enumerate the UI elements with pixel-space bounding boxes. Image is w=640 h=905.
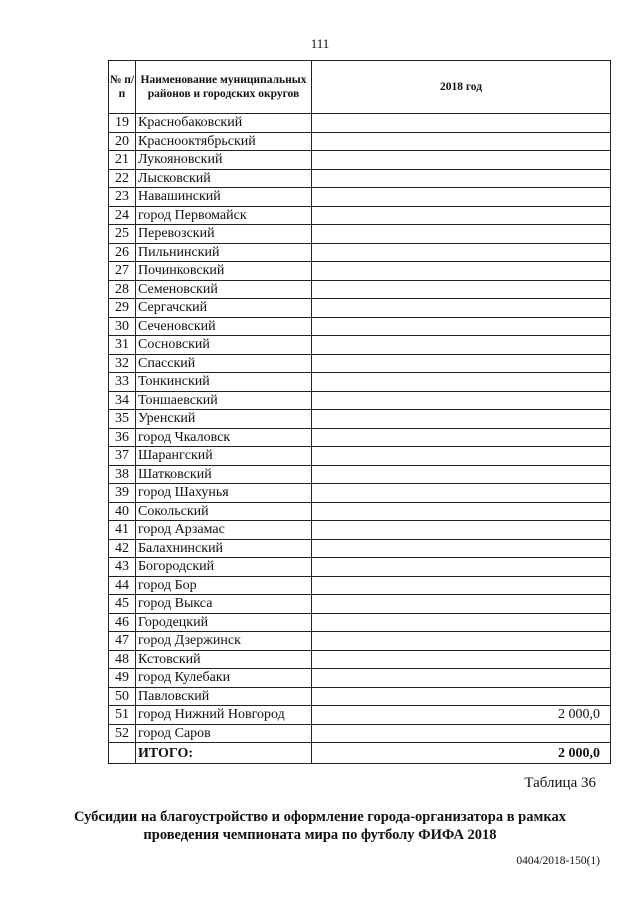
row-number: 24 xyxy=(109,206,136,225)
row-name: Шатковский xyxy=(136,465,312,484)
table-row xyxy=(109,373,611,392)
row-value xyxy=(312,317,611,336)
header-name: Наименование муниципальных районов и городских округов xyxy=(136,61,312,114)
row-number: 19 xyxy=(109,114,136,133)
row-number: 46 xyxy=(109,613,136,632)
row-name: город Первомайск xyxy=(136,206,312,225)
table-row xyxy=(109,447,611,466)
row-name: Павловский xyxy=(136,687,312,706)
row-name: Балахнинский xyxy=(136,539,312,558)
row-name: город Шахунья xyxy=(136,484,312,503)
row-name: Сокольский xyxy=(136,502,312,521)
row-number: 26 xyxy=(109,243,136,262)
row-value xyxy=(312,188,611,207)
table-row xyxy=(109,169,611,188)
row-name: Краснобаковский xyxy=(136,114,312,133)
table-row xyxy=(109,632,611,651)
table-row xyxy=(109,724,611,743)
row-number: 37 xyxy=(109,447,136,466)
row-name: Шарангский xyxy=(136,447,312,466)
total-num-cell xyxy=(109,743,136,764)
subsidy-table xyxy=(108,60,611,764)
row-name: Навашинский xyxy=(136,188,312,207)
table-row xyxy=(109,114,611,133)
row-name: Сергачский xyxy=(136,299,312,318)
row-value xyxy=(312,521,611,540)
row-number: 35 xyxy=(109,410,136,429)
row-number: 50 xyxy=(109,687,136,706)
row-number: 27 xyxy=(109,262,136,281)
row-name: Кстовский xyxy=(136,650,312,669)
table-row xyxy=(109,595,611,614)
header-year: 2018 год xyxy=(312,61,611,114)
header-num: № п/п xyxy=(109,61,136,114)
table-row xyxy=(109,354,611,373)
row-value xyxy=(312,299,611,318)
row-name: Сеченовский xyxy=(136,317,312,336)
row-name: город Арзамас xyxy=(136,521,312,540)
row-number: 51 xyxy=(109,706,136,725)
row-value xyxy=(312,280,611,299)
row-number: 23 xyxy=(109,188,136,207)
row-value xyxy=(312,391,611,410)
row-value xyxy=(312,132,611,151)
row-value xyxy=(312,410,611,429)
row-number: 29 xyxy=(109,299,136,318)
row-value xyxy=(312,225,611,244)
row-value: 2 000,0 xyxy=(312,706,611,725)
row-name: Уренский xyxy=(136,410,312,429)
total-label: ИТОГО: xyxy=(136,743,312,764)
row-value xyxy=(312,114,611,133)
row-value xyxy=(312,558,611,577)
row-name: Перевозский xyxy=(136,225,312,244)
row-name: город Кулебаки xyxy=(136,669,312,688)
row-number: 21 xyxy=(109,151,136,170)
row-value xyxy=(312,336,611,355)
row-value xyxy=(312,447,611,466)
table-row xyxy=(109,317,611,336)
table-row xyxy=(109,225,611,244)
row-name: город Нижний Новгород xyxy=(136,706,312,725)
row-number: 47 xyxy=(109,632,136,651)
table-row xyxy=(109,558,611,577)
document-code: 0404/2018-150(1) xyxy=(516,855,600,867)
row-value xyxy=(312,632,611,651)
table-row xyxy=(109,428,611,447)
row-number: 25 xyxy=(109,225,136,244)
table-row xyxy=(109,576,611,595)
row-name: Починковский xyxy=(136,262,312,281)
table-row xyxy=(109,243,611,262)
row-number: 36 xyxy=(109,428,136,447)
row-value xyxy=(312,687,611,706)
row-name: город Выкса xyxy=(136,595,312,614)
row-number: 28 xyxy=(109,280,136,299)
table-row xyxy=(109,410,611,429)
row-number: 48 xyxy=(109,650,136,669)
row-value xyxy=(312,151,611,170)
row-number: 39 xyxy=(109,484,136,503)
row-number: 40 xyxy=(109,502,136,521)
table-label: Таблица 36 xyxy=(524,775,596,791)
table-row xyxy=(109,502,611,521)
row-name: Сосновский xyxy=(136,336,312,355)
row-name: Пильнинский xyxy=(136,243,312,262)
row-number: 42 xyxy=(109,539,136,558)
row-value xyxy=(312,576,611,595)
total-value: 2 000,0 xyxy=(312,743,611,764)
total-row xyxy=(109,743,611,764)
row-number: 31 xyxy=(109,336,136,355)
table-body xyxy=(109,114,611,743)
page-number: 111 xyxy=(310,36,330,51)
row-number: 44 xyxy=(109,576,136,595)
row-name: Спасский xyxy=(136,354,312,373)
table-row xyxy=(109,151,611,170)
row-name: город Саров xyxy=(136,724,312,743)
row-value xyxy=(312,669,611,688)
table-row xyxy=(109,669,611,688)
row-number: 30 xyxy=(109,317,136,336)
row-value xyxy=(312,428,611,447)
row-number: 45 xyxy=(109,595,136,614)
table-row xyxy=(109,521,611,540)
row-number: 43 xyxy=(109,558,136,577)
row-value xyxy=(312,465,611,484)
row-name: город Дзержинск xyxy=(136,632,312,651)
row-value xyxy=(312,595,611,614)
table-row xyxy=(109,132,611,151)
row-number: 41 xyxy=(109,521,136,540)
row-name: город Бор xyxy=(136,576,312,595)
row-value xyxy=(312,613,611,632)
row-value xyxy=(312,650,611,669)
row-name: Краснооктябрьский xyxy=(136,132,312,151)
row-value xyxy=(312,484,611,503)
row-number: 22 xyxy=(109,169,136,188)
table-header-row xyxy=(109,61,611,114)
table-row xyxy=(109,484,611,503)
row-name: Тоншаевский xyxy=(136,391,312,410)
row-value xyxy=(312,373,611,392)
table-row xyxy=(109,280,611,299)
row-name: Семеновский xyxy=(136,280,312,299)
row-number: 52 xyxy=(109,724,136,743)
row-number: 49 xyxy=(109,669,136,688)
row-number: 33 xyxy=(109,373,136,392)
row-value xyxy=(312,354,611,373)
table-subtitle: Субсидии на благоустройство и оформление города-организатора в рамках проведения чемпионата мира по футболу ФИФА 2018 xyxy=(74,809,566,843)
table-row xyxy=(109,299,611,318)
row-name: город Чкаловск xyxy=(136,428,312,447)
table-row xyxy=(109,206,611,225)
row-number: 20 xyxy=(109,132,136,151)
table-row xyxy=(109,188,611,207)
row-name: Городецкий xyxy=(136,613,312,632)
table-row xyxy=(109,613,611,632)
row-number: 32 xyxy=(109,354,136,373)
row-value xyxy=(312,206,611,225)
row-number: 38 xyxy=(109,465,136,484)
table-row xyxy=(109,336,611,355)
row-name: Богородский xyxy=(136,558,312,577)
row-name: Лукояновский xyxy=(136,151,312,170)
table-row xyxy=(109,706,611,725)
table-row xyxy=(109,465,611,484)
table-row xyxy=(109,650,611,669)
table-row xyxy=(109,687,611,706)
table-row xyxy=(109,391,611,410)
table-row xyxy=(109,539,611,558)
row-value xyxy=(312,169,611,188)
row-value xyxy=(312,262,611,281)
row-name: Лысковский xyxy=(136,169,312,188)
row-value xyxy=(312,502,611,521)
row-name: Тонкинский xyxy=(136,373,312,392)
table-row xyxy=(109,262,611,281)
row-value xyxy=(312,243,611,262)
row-value xyxy=(312,724,611,743)
row-number: 34 xyxy=(109,391,136,410)
row-value xyxy=(312,539,611,558)
